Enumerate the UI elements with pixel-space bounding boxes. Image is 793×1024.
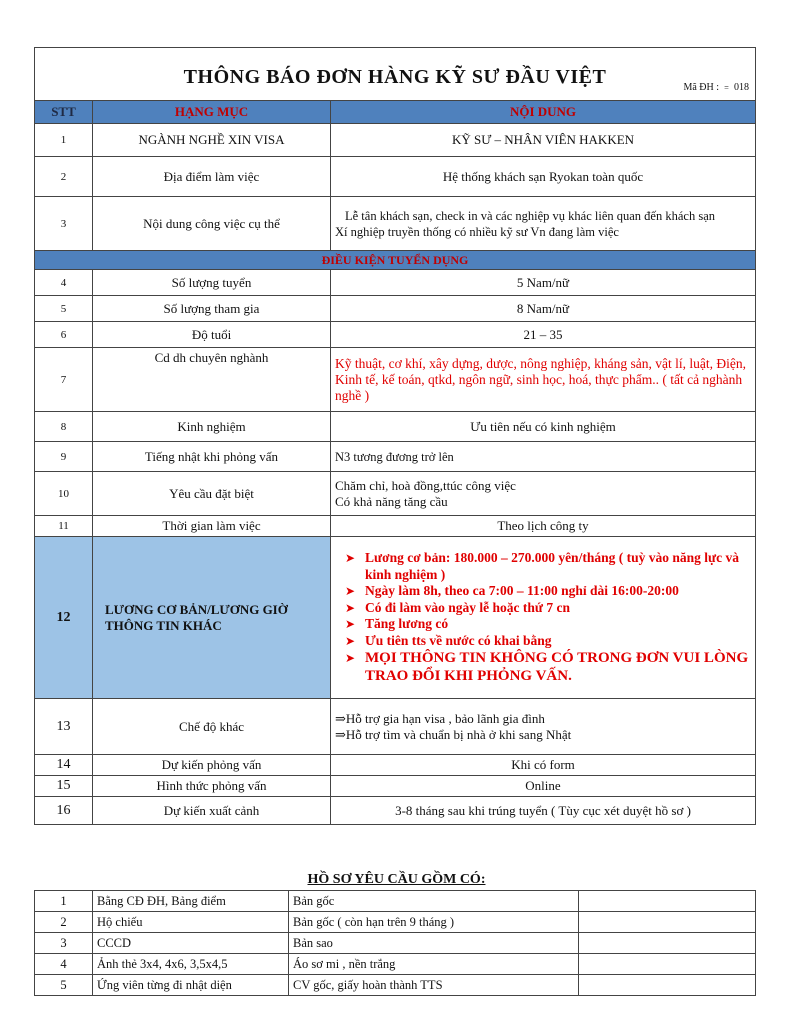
row-value	[331, 197, 756, 251]
row-number: 10	[35, 472, 93, 516]
document-name: Ảnh thẻ 3x4, 4x6, 3,5x4,5	[93, 954, 289, 975]
row-number: 9	[35, 442, 93, 472]
section-header	[35, 251, 756, 270]
row-number: 12	[35, 537, 93, 699]
row-label: Yêu cầu đặt biệt	[93, 472, 331, 516]
header-stt: STT	[35, 101, 93, 124]
document-type: Bản sao	[289, 933, 579, 954]
row-label: Nội dung công việc cụ thể	[93, 197, 331, 251]
row-label: Tiếng nhật khi phỏng vấn	[93, 442, 331, 472]
order-table	[34, 47, 756, 825]
row-value: Khi có form	[331, 755, 756, 776]
row-value: 8 Nam/nữ	[331, 296, 756, 322]
row-value: Kỹ thuật, cơ khí, xây dựng, dược, nông nghiệp, kháng sản, vật lí, luật, Điện, Kinh tế, kế toán, qtkd, ngôn ngữ, sinh học, hoá, thực phẩm.. ( tất cả nghành nghề )	[331, 348, 756, 412]
row-label: Độ tuổi	[93, 322, 331, 348]
list-item: ➤ Ưu tiên tts về nước có khai bằng	[349, 633, 753, 650]
row-label: Dự kiến phỏng vấn	[93, 755, 331, 776]
value-line: Xí nghiệp truyền thống có nhiều kỹ sư Vn đang làm việc	[335, 224, 619, 239]
row-label: Hình thức phỏng vấn	[93, 776, 331, 797]
row-label: Thời gian làm việc	[93, 516, 331, 537]
table-row	[35, 412, 756, 442]
document-type: Áo sơ mi , nền trắng	[289, 954, 579, 975]
document-number: 5	[35, 975, 93, 996]
row-label: Dự kiến xuất cảnh	[93, 797, 331, 825]
row-number: 15	[35, 776, 93, 797]
document-name: Bằng CĐ ĐH, Bảng điểm	[93, 891, 289, 912]
row-value	[331, 537, 756, 699]
row-number: 4	[35, 270, 93, 296]
documents-table	[34, 890, 756, 996]
row-value: Hệ thống khách sạn Ryokan toàn quốc	[331, 157, 756, 197]
document-number: 1	[35, 891, 93, 912]
table-row	[35, 776, 756, 797]
table-header	[35, 101, 756, 124]
section-title: ĐIỀU KIỆN TUYỂN DỤNG	[35, 251, 756, 270]
table-row	[35, 442, 756, 472]
row-value: KỸ SƯ – NHÂN VIÊN HAKKEN	[331, 124, 756, 157]
row-value: Ưu tiên nếu có kinh nghiệm	[331, 412, 756, 442]
row-value: 3-8 tháng sau khi trúng tuyển ( Tùy cục xét duyệt hồ sơ )	[331, 797, 756, 825]
row-label: Địa điểm làm việc	[93, 157, 331, 197]
row-number: 13	[35, 699, 93, 755]
list-item: ➤ Lương cơ bản: 180.000 – 270.000 yên/tháng ( tuỳ vào năng lực và kinh nghiệm )	[349, 550, 753, 583]
row-label: Chế độ khác	[93, 699, 331, 755]
row-number: 3	[35, 197, 93, 251]
row-number: 7	[35, 348, 93, 412]
list-item: ➤ MỌI THÔNG TIN KHÔNG CÓ TRONG ĐƠN VUI LÒNG TRAO ĐỔI KHI PHỎNG VẤN.	[349, 649, 753, 685]
header-content: NỘI DUNG	[331, 101, 756, 124]
value-line: Chăm chỉ, hoà đồng,ttúc công việc	[335, 477, 516, 493]
document-note	[579, 891, 756, 912]
document-number: 4	[35, 954, 93, 975]
document-row	[35, 912, 756, 933]
document-type: Bản gốc ( còn hạn trên 9 tháng )	[289, 912, 579, 933]
document-name: Ứng viên từng đi nhật diện	[93, 975, 289, 996]
document-name: Hộ chiếu	[93, 912, 289, 933]
row-value: Theo lịch công ty	[331, 516, 756, 537]
row-number: 14	[35, 755, 93, 776]
table-row	[35, 124, 756, 157]
document-type: CV gốc, giấy hoàn thành TTS	[289, 975, 579, 996]
row-number: 6	[35, 322, 93, 348]
list-item: ➤ Ngày làm 8h, theo ca 7:00 – 11:00 nghỉ dài 16:00-20:00	[349, 583, 753, 600]
list-item: ➤ Tăng lương có	[349, 616, 753, 633]
table-row	[35, 270, 756, 296]
table-row	[35, 157, 756, 197]
row-value	[331, 472, 756, 516]
table-row	[35, 516, 756, 537]
table-row	[35, 797, 756, 825]
document-type: Bản gốc	[289, 891, 579, 912]
row-value: Online	[331, 776, 756, 797]
page-title: THÔNG BÁO ĐƠN HÀNG KỸ SƯ ĐẦU VIỆT	[183, 66, 607, 88]
row-number: 16	[35, 797, 93, 825]
table-row	[35, 322, 756, 348]
row-label: Số lượng tuyển	[93, 270, 331, 296]
document-row	[35, 891, 756, 912]
label-line: LƯƠNG CƠ BẢN/LƯƠNG GIỜ	[105, 601, 288, 617]
row-number: 8	[35, 412, 93, 442]
value-line: ⇒Hỗ trợ tìm và chuẩn bị nhà ở khi sang Nhật	[335, 726, 572, 742]
document-row	[35, 954, 756, 975]
row-label: NGÀNH NGHỀ XIN VISA	[93, 124, 331, 157]
table-row	[35, 472, 756, 516]
document-note	[579, 912, 756, 933]
document-number: 3	[35, 933, 93, 954]
document-note	[579, 975, 756, 996]
row-value: 5 Nam/nữ	[331, 270, 756, 296]
row-label: Cd dh chuyên nghành	[93, 348, 331, 412]
document-name: CCCD	[93, 933, 289, 954]
row-number: 11	[35, 516, 93, 537]
header-category: HẠNG MỤC	[93, 101, 331, 124]
row-value: N3 tương đương trở lên	[331, 442, 756, 472]
row-number: 5	[35, 296, 93, 322]
table-row	[35, 755, 756, 776]
documents-title: HỒ SƠ YÊU CẦU GỒM CÓ:	[307, 872, 486, 887]
table-row	[35, 699, 756, 755]
salary-info-list	[333, 550, 753, 685]
document-note	[579, 954, 756, 975]
order-code: Mã ĐH : ﹦ 018	[683, 82, 749, 93]
row-label: Kinh nghiệm	[93, 412, 331, 442]
value-line: Lễ tân khách sạn, check in và các nghiệp vụ khác liên quan đến khách sạn	[345, 208, 715, 223]
list-item: ➤ Có đi làm vào ngày lễ hoặc thứ 7 cn	[349, 600, 753, 617]
document-row	[35, 933, 756, 954]
row-number: 2	[35, 157, 93, 197]
document-note	[579, 933, 756, 954]
table-row	[35, 296, 756, 322]
row-value: 21 – 35	[331, 322, 756, 348]
table-row-salary	[35, 537, 756, 699]
title-cell	[35, 48, 756, 101]
row-value	[331, 699, 756, 755]
document-row	[35, 975, 756, 996]
table-row	[35, 197, 756, 251]
table-row	[35, 348, 756, 412]
value-line: Có khả năng tăng cầu	[335, 493, 448, 509]
value-line: ⇒Hỗ trợ gia hạn visa , bảo lãnh gia đình	[335, 710, 545, 726]
label-line: THÔNG TIN KHÁC	[105, 617, 222, 633]
row-number: 1	[35, 124, 93, 157]
row-label	[93, 537, 331, 699]
document-number: 2	[35, 912, 93, 933]
row-label: Số lượng tham gia	[93, 296, 331, 322]
